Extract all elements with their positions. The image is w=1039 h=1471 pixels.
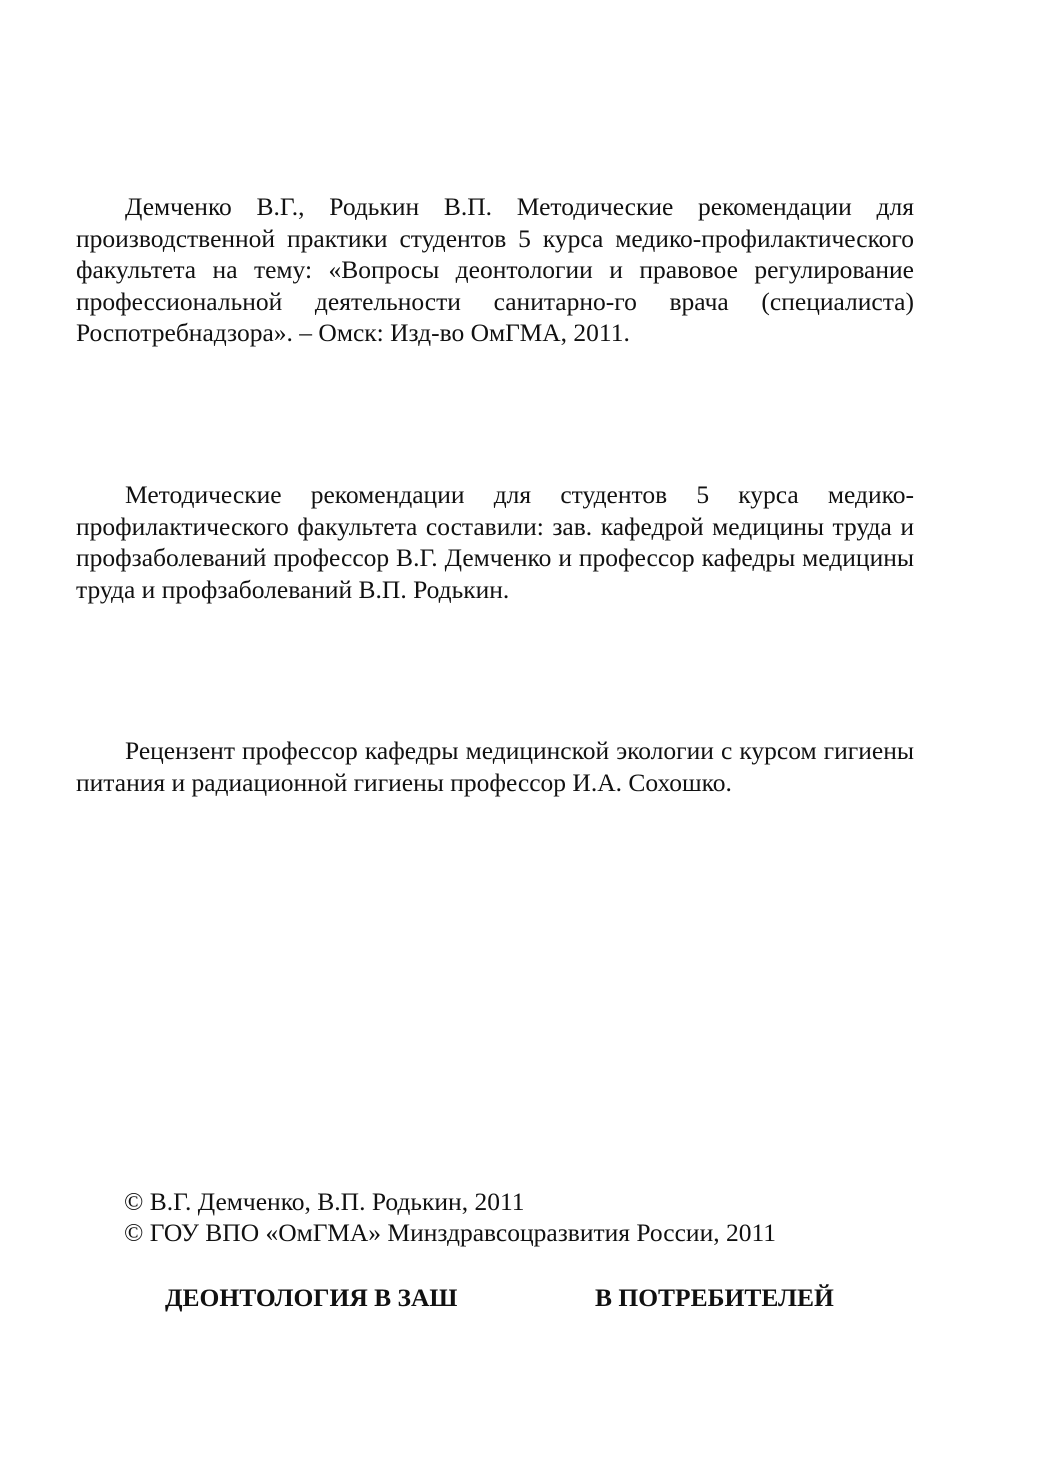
authors-statement: Методические рекомендации для студентов 5 курса медико-профилактического факультета составили: зав. кафедрой медицины труда и профзаболеваний профессор В.Г. Демченко и профессор кафедры медицины труда и профзаболеваний В.П. Родькин. <box>76 480 914 604</box>
next-section-title <box>165 1281 905 1317</box>
copyright-publisher: © ГОУ ВПО «ОмГМА» Минздравсоцразвития России, 2011 <box>124 1218 777 1247</box>
next-section-title-right: В ПОТРЕБИТЕЛЕЙ <box>595 1283 834 1312</box>
next-section-title-left: ДЕОНТОЛОГИЯ В ЗАШ <box>165 1283 458 1312</box>
copyright-authors: © В.Г. Демченко, В.П. Родькин, 2011 <box>124 1187 525 1216</box>
bibliographic-citation: Демченко В.Г., Родькин В.П. Методические рекомендации для производственной практики студентов 5 курса медико-профилактического факультета на тему: «Вопросы деонтологии и правовое регулирование профессиональной деятельности санитарно-го врача (специалиста) Роспотребнадзора». – Омск: Изд-во ОмГМА, 2011. <box>76 192 914 348</box>
reviewer-statement: Рецензент профессор кафедры медицинской экологии с курсом гигиены питания и радиационной гигиены профессор И.А. Сохошко. <box>76 736 914 797</box>
